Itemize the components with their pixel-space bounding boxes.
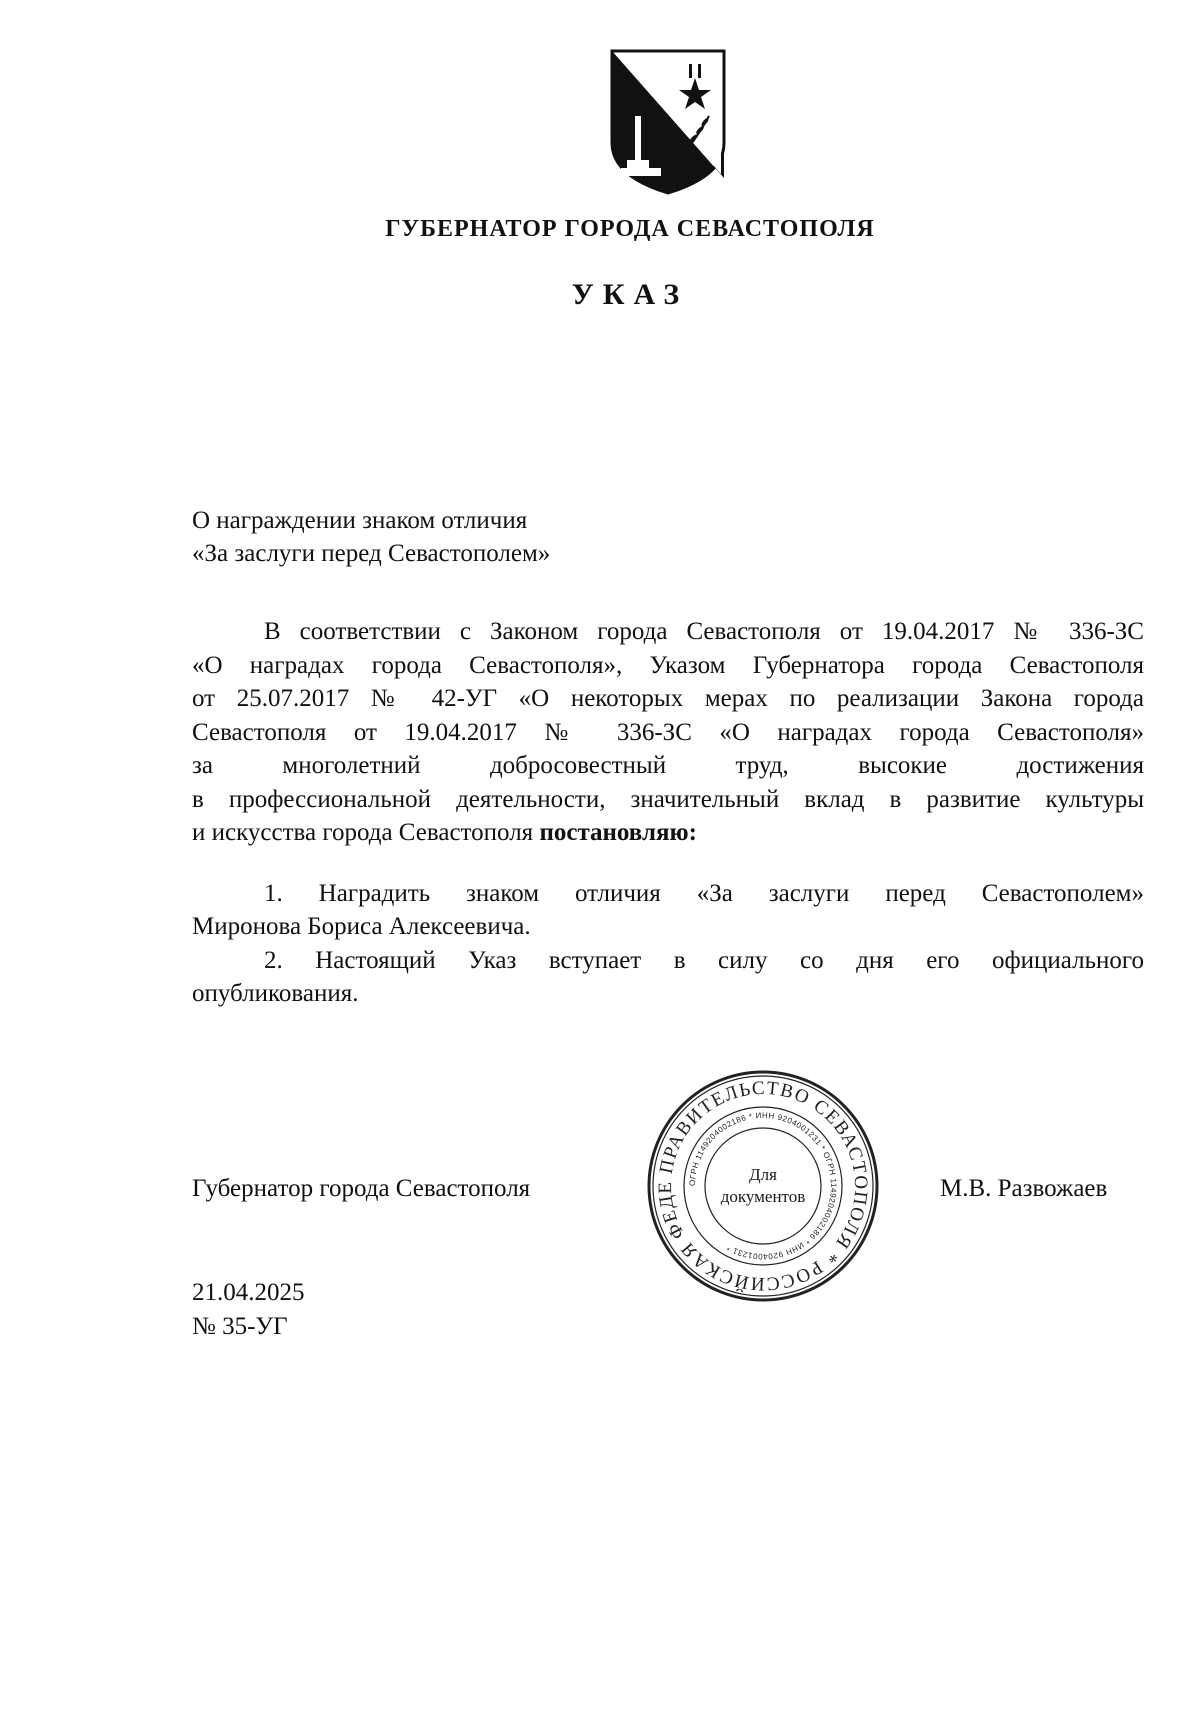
seal-outer-text: ПРАВИТЕЛЬСТВО СЕВАСТОПОЛЯ * РОССИЙСКАЯ ФЕДЕ [654,1077,872,1295]
seal-center-line: Для [749,1165,777,1184]
preamble-last-line [192,816,1144,850]
decree-item-1-line: Миронова Бориса Алексеевича. [192,913,531,940]
preamble-line: за многолетний добросовестный труд, высокие достижения [192,752,1144,779]
preamble-line: Севастополя от 19.04.2017 № 336-ЗС «О наградах города Севастополя» [192,718,1144,746]
seal-center-line: документов [720,1187,806,1206]
preamble-line: «О наградах города Севастополя», Указом Губернатора города Севастополя [192,651,1144,679]
decree-items [192,877,1144,1011]
decree-item-1-line: 1. Наградить знаком отличия «За заслуги перед Севастополем» [264,879,1144,907]
seal-center [645,1068,881,1304]
subject-line: О награждении знаком отличия [192,507,528,534]
coat-of-arms-icon [609,48,727,196]
seal-inner-text: ОГРН 1149204002186 * ИНН 9204001231 * ОГРН 1149204002186 * ИНН 9204001231 * [687,1110,839,1262]
document-type: УКАЗ [571,278,689,311]
official-seal [645,1068,881,1304]
document-number: № 35-УГ [192,1313,288,1340]
signatory-name: М.В. Развожаев [940,1175,1108,1202]
preamble-line: от 25.07.2017 № 42-УГ «О некоторых мерах по реализации Закона города [192,685,1144,712]
preamble-line: В соответствии с Законом города Севастополя от 19.04.2017 № 336-ЗС [264,618,1144,645]
document-date: 21.04.2025 [192,1279,305,1306]
subject-line: «За заслуги перед Севастополем» [192,540,551,567]
preamble-line: в профессиональной деятельности, значительный вклад в развитие культуры [192,785,1144,813]
decree-item-2-line: опубликования. [192,980,359,1007]
decree-item-2-line: 2. Настоящий Указ вступает в силу со дня его официального [264,946,1144,974]
decision-word: постановляю: [539,819,697,846]
issuing-authority: ГУБЕРНАТОР ГОРОДА СЕВАСТОПОЛЯ [385,216,875,242]
document-date-number [192,1276,305,1344]
preamble-paragraph [192,615,1144,850]
document-subject [192,504,550,570]
document-body [192,615,1144,1011]
preamble-line: и искусства города Севастополя [192,819,534,846]
signatory-title: Губернатор города Севастополя [192,1175,531,1202]
